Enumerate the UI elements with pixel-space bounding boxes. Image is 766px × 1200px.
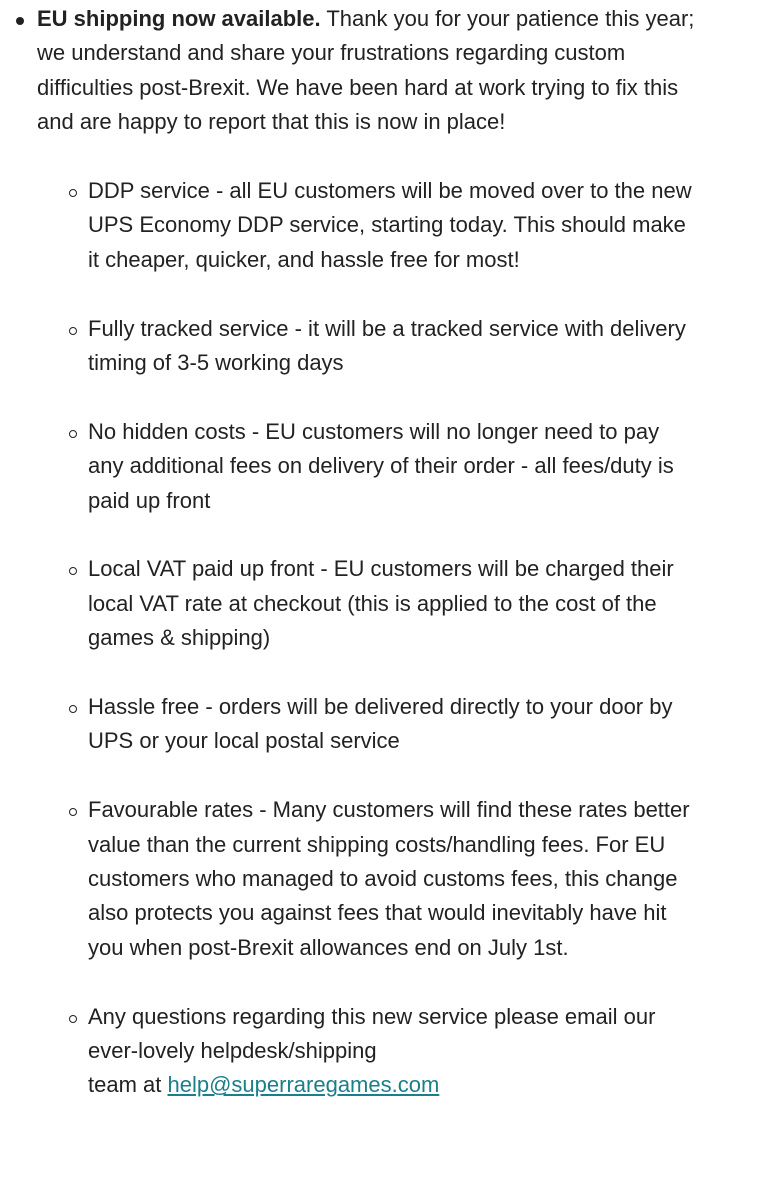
- detail-item-hassle-free: [37, 690, 693, 759]
- contact-team-label: team at: [88, 1072, 162, 1098]
- detail-text: Local VAT paid up front - EU customers will be charged their local VAT rate at checkout (this is applied to the cost of the games & shipping): [88, 556, 674, 651]
- helpdesk-email-link[interactable]: help@superraregames.com: [167, 1072, 440, 1098]
- detail-item-tracked-service: [37, 312, 693, 381]
- detail-text: Favourable rates - Many customers will find these rates better value than the current shipping costs/handling fees. For EU customers who managed to avoid customs fees, this change also protects you against fees that would inevitably have hit you when post-Brexit allowances end on July 1st.: [88, 797, 690, 960]
- announcement-intro: Thank you for your patience this year; we understand and share your frustrations regarding custom difficulties post-Brexit. We have been hard at work trying to fix this and are happy to report that this is now in place!: [37, 6, 695, 135]
- bullet-circle-icon: [69, 189, 77, 197]
- detail-text: Fully tracked service - it will be a tracked service with delivery timing of 3-5 working days: [88, 315, 686, 376]
- detail-text: Hassle free - orders will be delivered directly to your door by UPS or your local postal service: [88, 694, 673, 754]
- detail-item-ddp-service: [37, 174, 693, 277]
- bullet-circle-icon: [69, 705, 77, 713]
- bullet-circle-icon: [69, 567, 77, 575]
- detail-text: DDP service - all EU customers will be moved over to the new UPS Economy DDP service, starting today. This should make it cheaper, quicker, and hassle free for most!: [88, 178, 692, 272]
- contact-text: Any questions regarding this new service please email our ever-lovely helpdesk/shipping: [88, 1003, 656, 1064]
- announcement-lead: [37, 2, 697, 140]
- detail-item-no-hidden-costs: [37, 415, 693, 518]
- detail-item-favourable-rates: [37, 793, 693, 965]
- detail-text: No hidden costs - EU customers will no longer need to pay any additional fees on delivery of their order - all fees/duty is paid up front: [88, 418, 674, 513]
- bullet-disc-icon: [16, 17, 24, 25]
- bullet-circle-icon: [69, 1015, 77, 1023]
- detail-item-local-vat: [37, 552, 693, 655]
- detail-list: [37, 174, 697, 1103]
- bullet-circle-icon: [69, 808, 77, 816]
- bullet-circle-icon: [69, 430, 77, 438]
- detail-item-contact: [37, 1000, 693, 1103]
- announcement-heading: EU shipping now available.: [37, 6, 321, 31]
- bullet-circle-icon: [69, 327, 77, 335]
